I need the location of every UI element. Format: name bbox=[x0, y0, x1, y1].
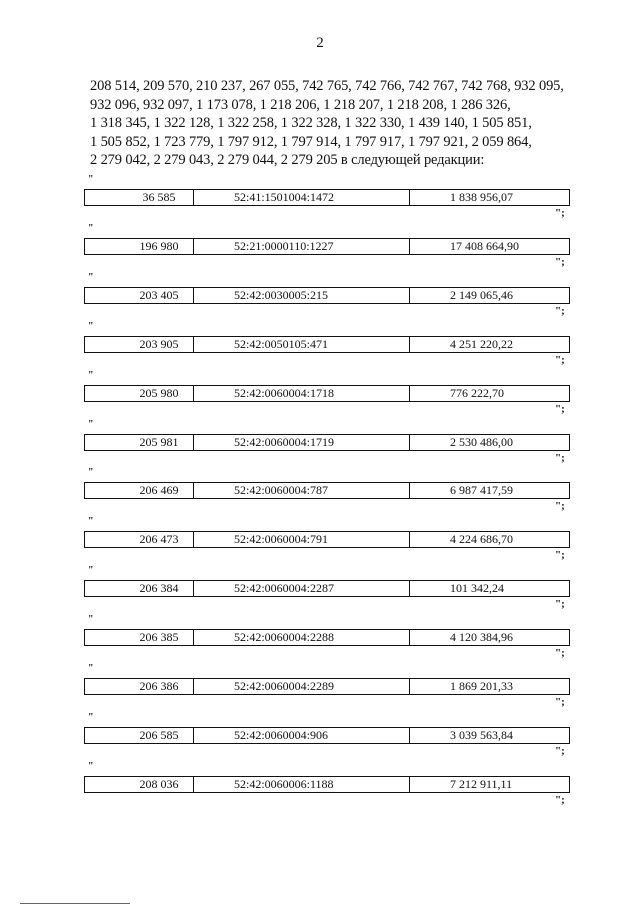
table-row bbox=[84, 287, 570, 304]
table-row bbox=[84, 482, 570, 499]
cadastral-value-cell: 4 251 220,22 bbox=[409, 337, 569, 352]
table-row bbox=[84, 678, 570, 695]
intro-line: 208 514, 209 570, 210 237, 267 055, 742 765, 742 766, 742 767, 742 768, 932 095, bbox=[90, 78, 564, 94]
table-row bbox=[84, 434, 570, 451]
cadastral-value-cell: 17 408 664,90 bbox=[409, 239, 569, 254]
cadastral-value-cell: 3 039 563,84 bbox=[409, 728, 569, 743]
cadastral-number-cell: 52:42:0060006:1188 bbox=[193, 777, 409, 792]
row-entry bbox=[0, 565, 640, 628]
closing-quote-mark: "; bbox=[555, 647, 565, 659]
table-row bbox=[84, 238, 570, 255]
object-number-cell: 206 469 bbox=[139, 483, 179, 497]
cadastral-number-cell: 52:42:0060004:2289 bbox=[193, 679, 409, 694]
closing-quote-mark: "; bbox=[555, 305, 565, 317]
opening-quote-mark: " bbox=[88, 467, 94, 478]
object-number-cell: 206 385 bbox=[139, 630, 179, 644]
row-entry bbox=[0, 223, 640, 286]
object-number-cell: 206 386 bbox=[139, 679, 179, 693]
table-row bbox=[84, 580, 570, 597]
row-entry bbox=[0, 516, 640, 579]
row-entry bbox=[0, 174, 640, 237]
closing-quote-mark: "; bbox=[555, 256, 565, 268]
opening-quote-mark: " bbox=[88, 614, 94, 625]
closing-quote-mark: "; bbox=[555, 598, 565, 610]
object-number-cell: 205 980 bbox=[139, 386, 179, 400]
cadastral-number-cell: 52:42:0060004:2287 bbox=[193, 581, 409, 596]
cadastral-number-cell: 52:42:0060004:2288 bbox=[193, 630, 409, 645]
closing-quote-mark: "; bbox=[555, 500, 565, 512]
closing-quote-mark: "; bbox=[555, 549, 565, 561]
object-number-cell: 206 473 bbox=[139, 532, 179, 546]
intro-line: 932 096, 932 097, 1 173 078, 1 218 206, 1 218 207, 1 218 208, 1 286 326, bbox=[90, 96, 511, 113]
page-number: 2 bbox=[316, 35, 324, 51]
opening-quote-mark: " bbox=[88, 272, 94, 283]
cadastral-value-cell: 1 869 201,33 bbox=[409, 679, 569, 694]
cadastral-value-cell: 101 342,24 bbox=[409, 581, 569, 596]
closing-quote-mark: "; bbox=[555, 452, 565, 464]
table-row bbox=[84, 629, 570, 646]
opening-quote-mark: " bbox=[88, 663, 94, 674]
cadastral-value-cell: 7 212 911,11 bbox=[409, 777, 569, 792]
object-number-cell: 196 980 bbox=[139, 239, 179, 253]
cadastral-number-cell: 52:42:0050105:471 bbox=[193, 337, 409, 352]
row-entry bbox=[0, 321, 640, 384]
row-entry bbox=[0, 419, 640, 482]
intro-paragraph bbox=[90, 77, 570, 170]
row-entry bbox=[0, 761, 640, 824]
cadastral-number-cell: 52:42:0060004:787 bbox=[193, 483, 409, 498]
table-row bbox=[84, 189, 570, 206]
closing-quote-mark: "; bbox=[555, 354, 565, 366]
cadastral-value-cell: 6 987 417,59 bbox=[409, 483, 569, 498]
row-entry bbox=[0, 712, 640, 775]
opening-quote-mark: " bbox=[88, 761, 94, 772]
cadastral-value-cell: 4 224 686,70 bbox=[409, 532, 569, 547]
closing-quote-mark: "; bbox=[555, 403, 565, 415]
table-row bbox=[84, 385, 570, 402]
opening-quote-mark: " bbox=[88, 565, 94, 576]
closing-quote-mark: "; bbox=[555, 207, 565, 219]
cadastral-number-cell: 52:42:0030005:215 bbox=[193, 288, 409, 303]
cadastral-value-cell: 1 838 956,07 bbox=[409, 190, 569, 205]
object-number-cell: 205 981 bbox=[139, 435, 179, 449]
cadastral-number-cell: 52:42:0060004:1719 bbox=[193, 435, 409, 450]
row-entry bbox=[0, 663, 640, 726]
table-row bbox=[84, 776, 570, 793]
opening-quote-mark: " bbox=[88, 321, 94, 332]
intro-line: 1 318 345, 1 322 128, 1 322 258, 1 322 328, 1 322 330, 1 439 140, 1 505 851, bbox=[90, 115, 532, 131]
intro-line: 2 279 042, 2 279 043, 2 279 044, 2 279 205 в следующей редакции: bbox=[90, 152, 485, 168]
cadastral-value-cell: 776 222,70 bbox=[409, 386, 569, 401]
closing-quote-mark: "; bbox=[555, 794, 565, 806]
opening-quote-mark: " bbox=[88, 712, 94, 723]
footer-rule bbox=[20, 903, 130, 904]
opening-quote-mark: " bbox=[88, 223, 94, 234]
object-number-cell: 203 905 bbox=[139, 337, 179, 351]
row-entry bbox=[0, 614, 640, 677]
object-number-cell: 36 585 bbox=[142, 190, 176, 204]
table-row bbox=[84, 727, 570, 744]
object-number-cell: 206 585 bbox=[139, 728, 179, 742]
cadastral-number-cell: 52:21:0000110:1227 bbox=[193, 239, 409, 254]
row-entry bbox=[0, 467, 640, 530]
cadastral-value-cell: 4 120 384,96 bbox=[409, 630, 569, 645]
intro-line: 1 505 852, 1 723 779, 1 797 912, 1 797 914, 1 797 917, 1 797 921, 2 059 864, bbox=[90, 133, 532, 150]
table-row bbox=[84, 336, 570, 353]
closing-quote-mark: "; bbox=[555, 745, 565, 757]
opening-quote-mark: " bbox=[88, 174, 94, 185]
table-row bbox=[84, 531, 570, 548]
cadastral-number-cell: 52:42:0060004:791 bbox=[193, 532, 409, 547]
cadastral-number-cell: 52:42:0060004:906 bbox=[193, 728, 409, 743]
object-number-cell: 208 036 bbox=[139, 777, 179, 791]
row-entry bbox=[0, 272, 640, 335]
cadastral-number-cell: 52:41:1501004:1472 bbox=[193, 190, 409, 205]
opening-quote-mark: " bbox=[88, 419, 94, 430]
opening-quote-mark: " bbox=[88, 370, 94, 381]
object-number-cell: 206 384 bbox=[139, 581, 179, 595]
cadastral-value-cell: 2 149 065,46 bbox=[409, 288, 569, 303]
cadastral-value-cell: 2 530 486,00 bbox=[409, 435, 569, 450]
object-number-cell: 203 405 bbox=[139, 288, 179, 302]
cadastral-number-cell: 52:42:0060004:1718 bbox=[193, 386, 409, 401]
row-entry bbox=[0, 370, 640, 433]
opening-quote-mark: " bbox=[88, 516, 94, 527]
closing-quote-mark: "; bbox=[555, 696, 565, 708]
